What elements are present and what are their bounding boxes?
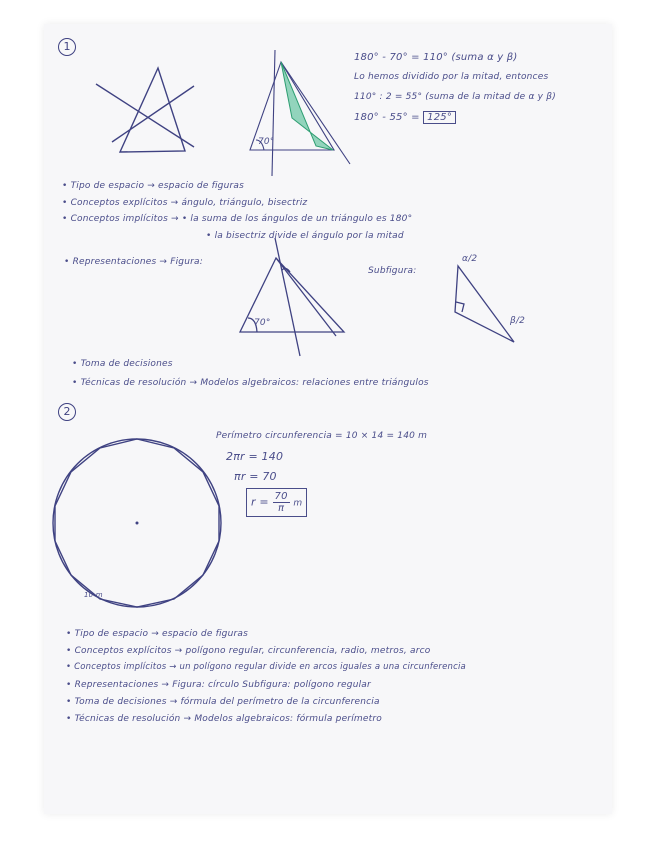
equation-pir: πr = 70 [234, 470, 277, 483]
angle-label-70: 70° [258, 137, 275, 147]
s2-bullet-5: • Toma de decisiones → fórmula del perímetro de la circunferencia [66, 697, 380, 707]
s1-implicit-second: • la bisectriz divide el ángulo por la mitad [206, 231, 404, 241]
s1-bullet-3: • Conceptos implícitos → • la suma de los ángulos de un triángulo es 180° [62, 214, 413, 224]
section-number-1: 1 [58, 38, 76, 56]
s1-bullet-2: • Conceptos explícitos → ángulo, triángulo, bisectriz [62, 198, 308, 208]
s2-bullet-4: • Representaciones → Figura: círculo Subfigura: polígono regular [66, 680, 371, 690]
perimeter-line: Perímetro circunferencia = 10 × 14 = 140 m [216, 431, 428, 441]
circle-center [136, 522, 139, 525]
radius-result-box [246, 488, 307, 517]
radius-denominator: π [277, 503, 285, 514]
calc-result-box: 125° [423, 111, 456, 124]
s1-bullet-techniques: • Técnicas de resolución → Modelos algebraicos: relaciones entre triángulos [72, 378, 429, 388]
calc-line-4-text: 180° - 55° = [354, 112, 420, 123]
subfigure-alpha-half: α/2 [462, 254, 478, 264]
radius-numerator: 70 [274, 491, 288, 502]
s1-representations: • Representaciones → Figura: [64, 257, 203, 267]
radius-unit: m [293, 498, 303, 509]
s2-bullet-3: • Conceptos implícitos → un polígono regular divide en arcos iguales a una circunferencia [66, 662, 466, 672]
s1-bullet-decisions: • Toma de decisiones [72, 359, 173, 369]
calc-line-2: Lo hemos dividido por la mitad, entonces [354, 72, 549, 82]
figure-angle-70: 70° [254, 318, 271, 328]
section-number-2: 2 [58, 403, 76, 421]
radius-lhs: r = [251, 495, 269, 509]
equation-2pir: 2πr = 140 [226, 450, 284, 463]
s2-bullet-6: • Técnicas de resolución → Modelos algebraicos: fórmula perímetro [66, 714, 382, 724]
polygon-side-label: 10 m [84, 591, 103, 599]
s2-bullet-1: • Tipo de espacio → espacio de figuras [66, 629, 249, 639]
subfigure-label: Subfigura: [368, 266, 417, 276]
subfigure-beta-half: β/2 [510, 316, 526, 326]
radius-fraction [273, 491, 290, 514]
s2-bullet-2: • Conceptos explícitos → polígono regular, circunferencia, radio, metros, arco [66, 646, 431, 656]
calc-line-3: 110° : 2 = 55° (suma de la mitad de α y β) [354, 92, 556, 102]
s1-bullet-1: • Tipo de espacio → espacio de figuras [62, 181, 245, 191]
calc-line-1: 180° - 70° = 110° (suma α y β) [354, 52, 518, 63]
